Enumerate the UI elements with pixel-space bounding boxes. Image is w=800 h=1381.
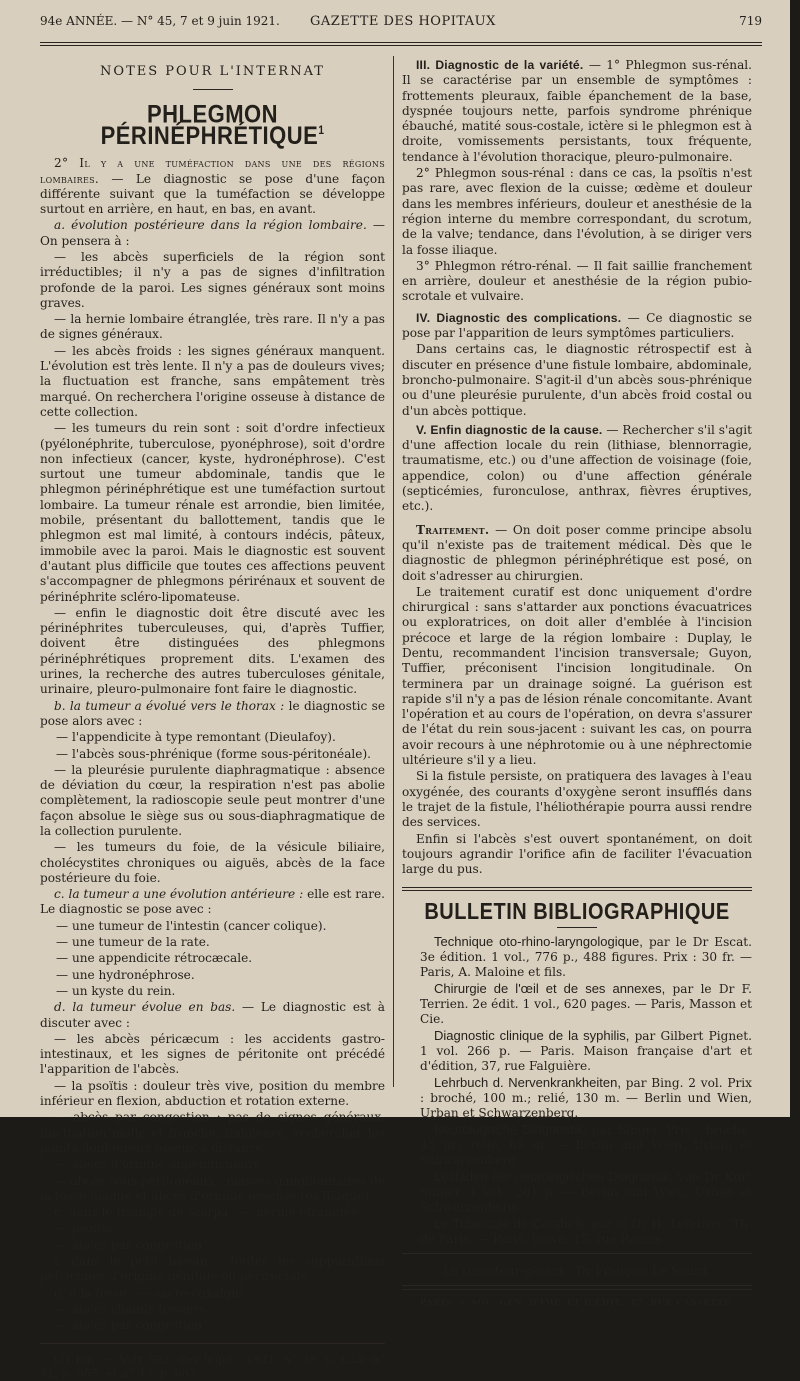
paragraph: Si la fistule persiste, on pratiquera des lavages à l'eau oxygénée, des courants d'oxygène seront insufflés dans le trajet de la fistule, l'héliothérapie pourra aussi rendre des services. bbox=[402, 769, 752, 830]
paragraph-text: — On doit poser comme principe absolu qu'il n'existe pas de traitement médical. Dès que le diagnostic de phlegmon périnéphrétique est posé, on doit s'adresser au chirurgien. bbox=[402, 522, 752, 583]
paragraph-text: — Rechercher s'il s'agit d'une affection locale du rein (lithiase, blennorragie, traumatisme, etc.) ou d'une affection de voisinage (foie, appendice, colon) ou d'une affection générale (septicémies, furonculose, anthrax, fièvres éruptives, etc.). bbox=[402, 422, 752, 514]
section-rule bbox=[193, 89, 233, 90]
paragraph: — les tumeurs du foie, de la vésicule biliaire, cholécystites chroniques ou aiguës, abcès de la face postérieure du foie. bbox=[40, 840, 385, 885]
right-column bbox=[402, 58, 752, 1311]
paragraph bbox=[40, 699, 385, 730]
paragraph bbox=[402, 311, 752, 342]
paragraph: — la hernie lombaire étranglée, très rare. Il n'y a pas de signes généraux. bbox=[40, 312, 385, 342]
bib-title: Technique oto-rhino-laryngologique, bbox=[434, 933, 643, 949]
bibliography-list bbox=[402, 934, 752, 1247]
bulletin-title: BULLETIN BIBLIOGRAPHIQUE bbox=[424, 899, 730, 925]
bib-title: Chirurgie de l'œil et de ses annexes, bbox=[434, 980, 666, 996]
bib-details: par le Dr Escat. 3e édition. 1 vol., 776 p., 488 figures. Prix : 30 fr. — Paris, A. Maloine et fils. bbox=[420, 934, 752, 979]
lead-in: 2° Il y a une tuméfaction dans une des régions lombaires. bbox=[40, 156, 385, 186]
left-column bbox=[40, 62, 385, 1381]
paragraph: — les abcès froids : les signes généraux manquent. L'évolution est très lente. Il n'y a pas de douleurs vives; la fluctuation est franche, sans empâtement très marqué. On recherchera l'origine osseuse à distance de cette collection. bbox=[40, 343, 385, 419]
paragraph: 2° Phlegmon sous-rénal : dans ce cas, la psoïtis n'est pas rare, avec flexion de la cuisse; œdème et douleur dans les membres inférieurs, douleur et anesthésie de la région interne du membre correspondant, du scrotum, de la valve; tendance, dans l'évolution, à se diriger vers la fosse iliaque. bbox=[402, 166, 752, 257]
bulletin-title-rule bbox=[557, 927, 597, 928]
paragraph: e. dans le triangle de scarpa : — hernie étranglée. bbox=[54, 1205, 362, 1220]
paragraph-text: — Le diagnostic se pose d'une façon différente suivant que la tuméfaction se développe surtout en arrière, en haut, en bas, en avant. bbox=[40, 171, 385, 217]
list-item: — une appendicite rétrocæcale. bbox=[56, 951, 253, 966]
list-item: — abcès par congestion. bbox=[56, 1237, 207, 1252]
article-title-text: PHLEGMON PÉRINÉPHRÉTIQUE bbox=[100, 100, 319, 151]
list-item: — un kyste du rein. bbox=[56, 983, 176, 998]
issue-info: 94e ANNÉE. — N° 45, 7 et 9 juin 1921. bbox=[40, 14, 280, 28]
bib-entry bbox=[402, 1122, 752, 1168]
bib-entry bbox=[402, 1216, 752, 1247]
article-title bbox=[40, 100, 385, 151]
paragraph: 3° Phlegmon rétro-rénal. — Il fait saillie franchement en arrière, douleur et anesthésie de la région pubio-scrotale et vulvaire. bbox=[402, 258, 752, 304]
bib-entry bbox=[402, 934, 752, 980]
bib-details: par Gilbert Pignet. 1 vol. 266 p. — Paris. Maison française d'art et d'édition, 37, rue Falguière. bbox=[420, 1028, 752, 1073]
column-divider bbox=[393, 56, 394, 1087]
bib-title: Lehrbuch d. Nervenkrankheiten, bbox=[434, 1074, 621, 1090]
paragraph: — abcès sous-péritonéaux : masses ganglionnaires de la fosse iliaque et abcès d'origine osseuse (os iliaque). bbox=[40, 1173, 385, 1203]
bulletin-rule bbox=[402, 887, 752, 888]
running-head bbox=[40, 14, 762, 40]
bib-entry bbox=[402, 1028, 752, 1074]
lead-in: Traitement. bbox=[416, 522, 490, 537]
section-heading: III. Diagnostic de la variété. bbox=[416, 58, 584, 72]
list-item: — une hydronéphrose. bbox=[56, 967, 195, 982]
paragraph: — abcès par congestion : pas de signes généraux, fluctuation molle et franche, indolence, rechercher les points douloureux osseux à distance. bbox=[40, 1110, 385, 1155]
paragraph bbox=[402, 58, 752, 165]
bib-details: par le Dr H. Lefebvre. Th. de Paris. — Paris, Jouve, 15, rue Racine. bbox=[420, 1216, 752, 1246]
paragraph-text: — Ce diagnostic se pose par l'apparition de leurs symptômes particuliers. bbox=[402, 310, 752, 341]
list-item: — une tumeur de la rate. bbox=[56, 935, 210, 950]
paragraph: Dans certains cas, le diagnostic rétrospectif est à discuter en présence d'une fistule lombaire, abdominale, broncho-pulmonaire. S'agit-il d'un abcès sous-phrénique ou d'une pleurésie purulente, d'un abcès froid costal ou d'un abcès pottique. bbox=[402, 342, 752, 418]
list-item: — abcès chauds fessiers. bbox=[56, 1301, 210, 1316]
director-line: Le Directeur-gérant : Dr François Le Sourd. bbox=[442, 1263, 712, 1278]
paragraph: — les abcès péricæcum : les accidents gastro-intestinaux, et les signes de péritonite ont précédé l'apparition de l'abcès. bbox=[40, 1031, 385, 1077]
director-rule bbox=[402, 1253, 752, 1254]
list-item: — l'abcès sous-phrénique (forme sous-péritonéale). bbox=[56, 746, 372, 761]
paragraph: — la psoïtis : douleur très vive, position du membre inférieur en flexion, abduction et rotation externe. bbox=[40, 1078, 385, 1109]
paragraph bbox=[402, 523, 752, 584]
paragraph bbox=[40, 1000, 385, 1031]
subheading: d. la tumeur évolue en bas. bbox=[54, 1000, 236, 1015]
paragraph: Enfin si l'abcès s'est ouvert spontanément, on doit toujours agrandir l'orifice afin de faciliter l'évacuation large du pus. bbox=[402, 831, 752, 877]
list-item: — une tumeur de l'intestin (cancer colique). bbox=[56, 918, 327, 933]
list-item: — abcès d'origine appendiculaire. bbox=[56, 1157, 265, 1172]
paragraph: — les abcès superficiels de la région sont irréductibles; il n'y a pas de signes d'infiltration profonde de la paroi. Les signes généraux sont moins graves. bbox=[40, 250, 385, 310]
section-heading: V. Enfin diagnostic de la cause. bbox=[416, 422, 603, 437]
paragraph: — enfin le diagnostic doit être discuté avec les périnéphrites tuberculeuses, qui, d'après Tuffier, doivent être distinguées des phlegmons périnéphrétiques proprement dits. L'examen des urines, la recherche des autres tuberculoses génitale, urinaire, pleuro-pulmonaire font faire le diagnostic. bbox=[40, 605, 385, 697]
paragraph: f. dans le petit bassin : toutes les suppurations pelviennes d'origine génitale ou périrectale. bbox=[40, 1254, 385, 1284]
footnote-marker: 1 bbox=[318, 125, 325, 139]
paragraph: Le traitement curatif est donc uniquement d'ordre chirurgical : sans s'attarder aux ponctions évacuatrices ou exploratrices, on doit aller d'emblée à l'incision précoce et large de la région lombaire : Duplay, le Dentu, recommandent l'incision transversale; Guyon, Tuffier, préconisent l'incision longitudinale. On terminera par un drainage soigné. La guérison est rapide s'il n'y a pas de lésion rénale concomitante. Avant l'opération et au cours de l'opération, on devra s'assurer de l'état du rein sous-jacent : suivant les cas, on pourra avoir recours à une néphrotomie ou à une néphrectomie ultérieure s'il y a lieu. bbox=[402, 584, 752, 768]
footnote: (1) Fin. — Voir Gaz. des hôpit., 1921, n° 39, p. 623; n° 41, p. 655, et n° 43, p. 687. bbox=[40, 1352, 385, 1381]
header-rule bbox=[40, 42, 762, 43]
subheading: a. évolution postérieure dans la région lombaire. bbox=[54, 218, 367, 233]
bib-details: par Bing. 2 vol. Prix : broché, 100 m.; relié, 130 m. — Berlin und Wien, Urban et Schwarzenberg. bbox=[420, 1075, 752, 1120]
header-rule-double bbox=[40, 45, 762, 46]
bib-entry bbox=[402, 981, 752, 1027]
page-number: 719 bbox=[739, 14, 762, 28]
paragraph-text: elle est rare. Le diagnostic se pose avec : bbox=[40, 887, 385, 917]
bib-title: Diagnostic clinique de la syphilis, bbox=[434, 1027, 630, 1043]
paragraph-text: le diagnostic se pose alors avec : bbox=[40, 698, 385, 728]
printer-line: PARIS. — SOC. GÉN. D'IMP. ET D'ÉDIT., 17, RUE CASSETTE. bbox=[419, 1298, 735, 1309]
bulletin-rule-double bbox=[402, 890, 752, 891]
bib-title: Le Tubercule de Carabelli, bbox=[434, 1215, 587, 1231]
bib-title: Neurologische Diagnostik, bbox=[434, 1121, 587, 1137]
bib-details: par le Dr F. Terrien. 2e édit. 1 vol., 620 pages. — Paris, Masson et Cie. bbox=[420, 981, 752, 1026]
printer-rule-double bbox=[402, 1289, 752, 1290]
paragraph-text: — Le diagnostic est à discuter avec : bbox=[40, 1000, 385, 1030]
list-item: — l'appendicite à type remontant (Dieulafoy). bbox=[56, 730, 336, 745]
paragraph: — la pleurésie purulente diaphragmatique : absence de déviation du cœur, la respiration n'est pas abolie complètement, la radioscopie seule peut montrer d'une façon absolue le siège sus ou sous-diaphragmatique de la collection purulente. bbox=[40, 762, 385, 838]
subheading: b. la tumeur a évolué vers le thorax : bbox=[54, 698, 285, 713]
printer-rule bbox=[402, 1285, 752, 1286]
paragraph-text: — On pensera à : bbox=[40, 218, 385, 248]
section-heading: IV. Diagnostic des complications. bbox=[416, 310, 622, 325]
journal-name: GAZETTE DES HOPITAUX bbox=[310, 14, 496, 29]
paragraph-text: — 1° Phlegmon sus-rénal. Il se caractérise par un ensemble de symptômes : frottements pleuraux, faible épanchement de la base, dyspnée toujours nette, parfois syndrome phrénique ébauché, matité sous-costale, ictère si le phlegmon est à droite, vomissements persistants, toux fréquente, tendance à l'évolution thoracique, pleuro-pulmonaire. bbox=[402, 58, 752, 164]
bib-entry bbox=[402, 1075, 752, 1121]
paragraph: — les tumeurs du rein sont : soit d'ordre infectieux (pyélonéphrite, tuberculose, pyonéphrose), soit d'ordre non infectieux (cancer, kyste, hydronéphrose). C'est surtout une tumeur abdominale, tandis que le phlegmon périnéphrétique est une tuméfaction surtout lombaire. La tumeur rénale est arrondie, bien limitée, mobile, présentant du ballottement, tandis que le phlegmon est mal limité, à contours indécis, pâteux, immobile avec la paroi. Mais le diagnostic est souvent d'autant plus difficile que toutes ces affections peuvent s'accompagner de phlegmons périrénaux et souvent de périnéphrite scléro-lipomateuse. bbox=[40, 421, 385, 604]
paragraph bbox=[40, 887, 385, 918]
bib-details: par Singer. Prix : broché, 45 m.; relié, 68 m. — Berlin und Wien, Urban et Schwarzenberg. bbox=[420, 1122, 752, 1167]
paragraph bbox=[40, 218, 385, 249]
paragraph bbox=[402, 423, 752, 515]
list-item: — psoïtis. bbox=[56, 1221, 116, 1236]
list-item: — abcès par congestion. bbox=[56, 1318, 207, 1333]
section-label: NOTES POUR L'INTERNAT bbox=[100, 64, 325, 79]
bib-entry bbox=[402, 1169, 752, 1215]
paragraph bbox=[40, 156, 385, 217]
bib-details: von Dr Kurt Singer. 1 vol., 201 p. — Berlin und Wien, Urban et Schwarzenberg. bbox=[420, 1169, 752, 1214]
footnote-rule bbox=[40, 1343, 385, 1344]
subheading: c. la tumeur a une évolution antérieure : bbox=[54, 887, 304, 902]
paragraph: g. à la fesse : — sacro-coxalgie. bbox=[54, 1285, 247, 1300]
bib-title: Leitfaden der neurologischen Diagnostik, bbox=[434, 1168, 673, 1184]
